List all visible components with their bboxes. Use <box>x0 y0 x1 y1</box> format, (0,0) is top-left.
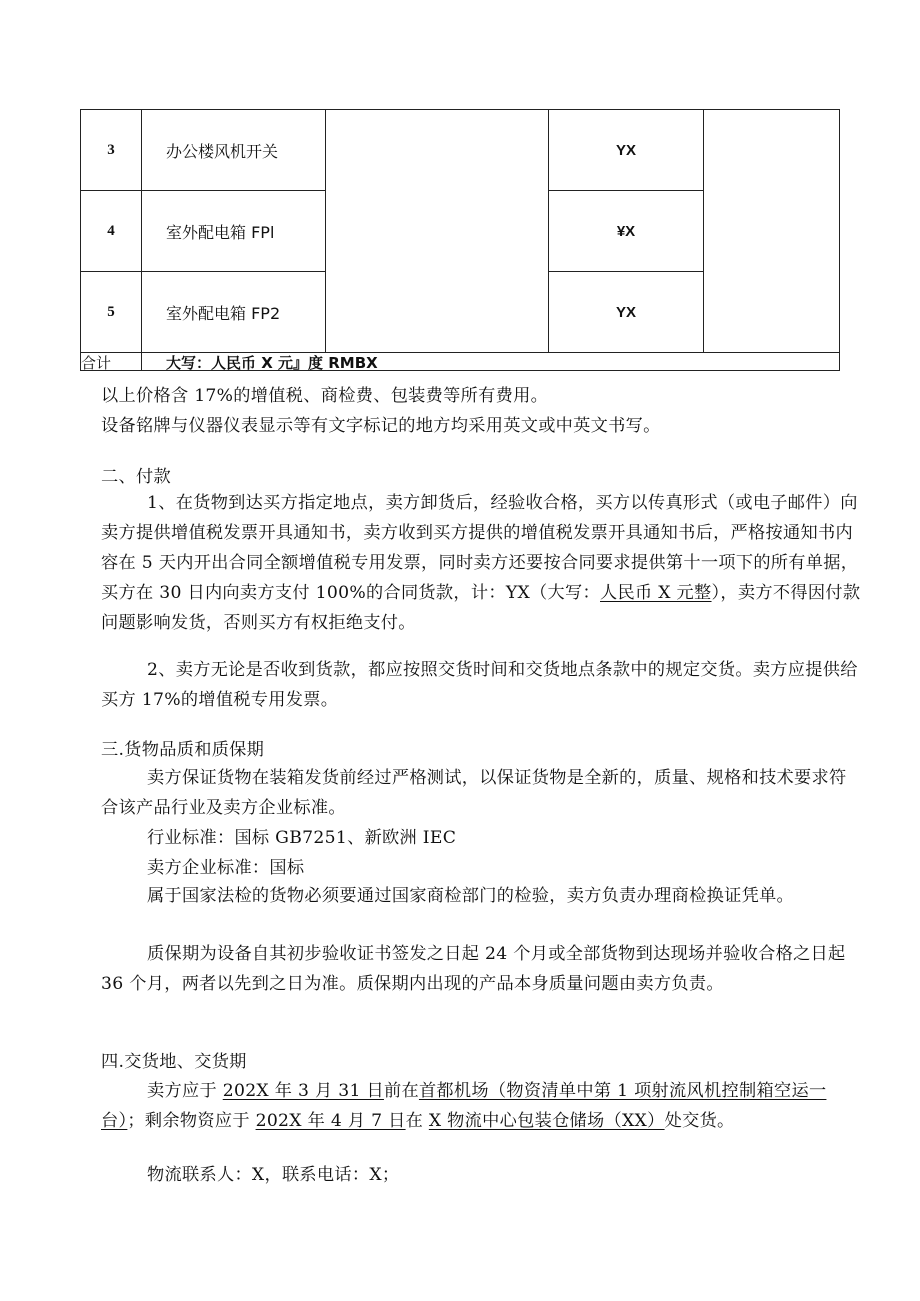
payment-paragraph-1 <box>101 488 861 638</box>
item-name: 室外配电箱 FP2 <box>142 272 326 353</box>
delivery-date-2: 202X 年 4 月 7 日 <box>255 1111 406 1131</box>
goods-price-table <box>80 109 840 371</box>
merged-blank-cell <box>704 110 840 353</box>
enterprise-standard: 卖方企业标准：国标 <box>147 858 305 878</box>
section-heading-payment: 二、付款 <box>101 467 171 487</box>
delivery-date-1: 202X 年 3 月 31 日 <box>222 1081 384 1101</box>
delivery-place-1: 首都机场（物资清单中第 1 项射流风机控制箱空运一台） <box>101 1081 827 1131</box>
row-number: 4 <box>81 191 142 272</box>
delivery-text: 处交货。 <box>664 1111 735 1131</box>
payment-text-a: 1、在货物到达买方指定地点，卖方卸货后，经验收合格，买方以传真形式（或电子邮件）向卖方提供增值税发票开具通知书，卖方收到买方提供的增值税发票开具通知书后，严格按通知书内容在 5 天内开出合同全额增值税专用发票，同时卖方还要按合同要求提供第十一项下的所有单据，买方在 30 日内向卖方支付 100%的合同货款，计：YX（大写： <box>101 493 859 603</box>
amount-in-words: 人民币 X 元整 <box>600 583 712 603</box>
payment-paragraph-2: 2、卖方无论是否收到货款，都应按照交货时间和交货地点条款中的规定交货。卖方应提供给买方 17%的增值税专用发票。 <box>101 660 858 710</box>
item-name: 室外配电箱 FPl <box>142 191 326 272</box>
delivery-text: 前在 <box>383 1081 419 1101</box>
merged-blank-cell <box>326 110 549 353</box>
quality-paragraph-1: 卖方保证货物在装箱发货前经过严格测试，以保证货物是全新的，质量、规格和技术要求符合该产品行业及卖方企业标准。 <box>101 768 847 818</box>
warranty-paragraph: 质保期为设备自其初步验收证书签发之日起 24 个月或全部货物到达现场并验收合格之日起 36 个月，两者以先到之日为准。质保期内出现的产品本身质量问题由卖方负责。 <box>101 944 846 994</box>
price-note: 以上价格含 17%的增值税、商检费、包装费等所有费用。 <box>101 386 549 406</box>
inspection-paragraph: 属于国家法检的货物必须要通过国家商检部门的检验，卖方负责办理商检换证凭单。 <box>147 886 795 906</box>
item-price: YX <box>549 272 704 353</box>
delivery-text: 在 <box>405 1111 429 1131</box>
total-label: 合计 <box>81 353 142 371</box>
payment-text-b: ），卖方不得因付款问题影响发货，否则买方有权拒绝支付。 <box>101 583 861 633</box>
delivery-place-2: X 物流中心包装仓储场（XX） <box>428 1111 665 1131</box>
item-price: YX <box>549 110 704 191</box>
industry-standard: 行业标准：国标 GB7251、新欧洲 IEC <box>147 828 457 848</box>
delivery-text: 卖方应于 <box>147 1081 223 1101</box>
item-name: 办公楼风机开关 <box>142 110 326 191</box>
row-number: 5 <box>81 272 142 353</box>
row-number: 3 <box>81 110 142 191</box>
section-heading-quality: 三.货物品质和质保期 <box>101 740 265 760</box>
delivery-paragraph <box>101 1076 861 1136</box>
table-row <box>81 110 840 191</box>
logistics-contact: 物流联系人：X，联系电话：X； <box>147 1165 400 1185</box>
nameplate-note: 设备铭牌与仪器仪表显示等有文字标记的地方均采用英文或中英文书写。 <box>101 416 661 436</box>
total-row <box>81 353 840 371</box>
total-value: 大写：人民币 X 元』度 RMBX <box>142 353 840 371</box>
delivery-text: ；剩余物资应于 <box>127 1111 256 1131</box>
item-price: ¥X <box>549 191 704 272</box>
section-heading-delivery: 四.交货地、交货期 <box>101 1052 247 1072</box>
